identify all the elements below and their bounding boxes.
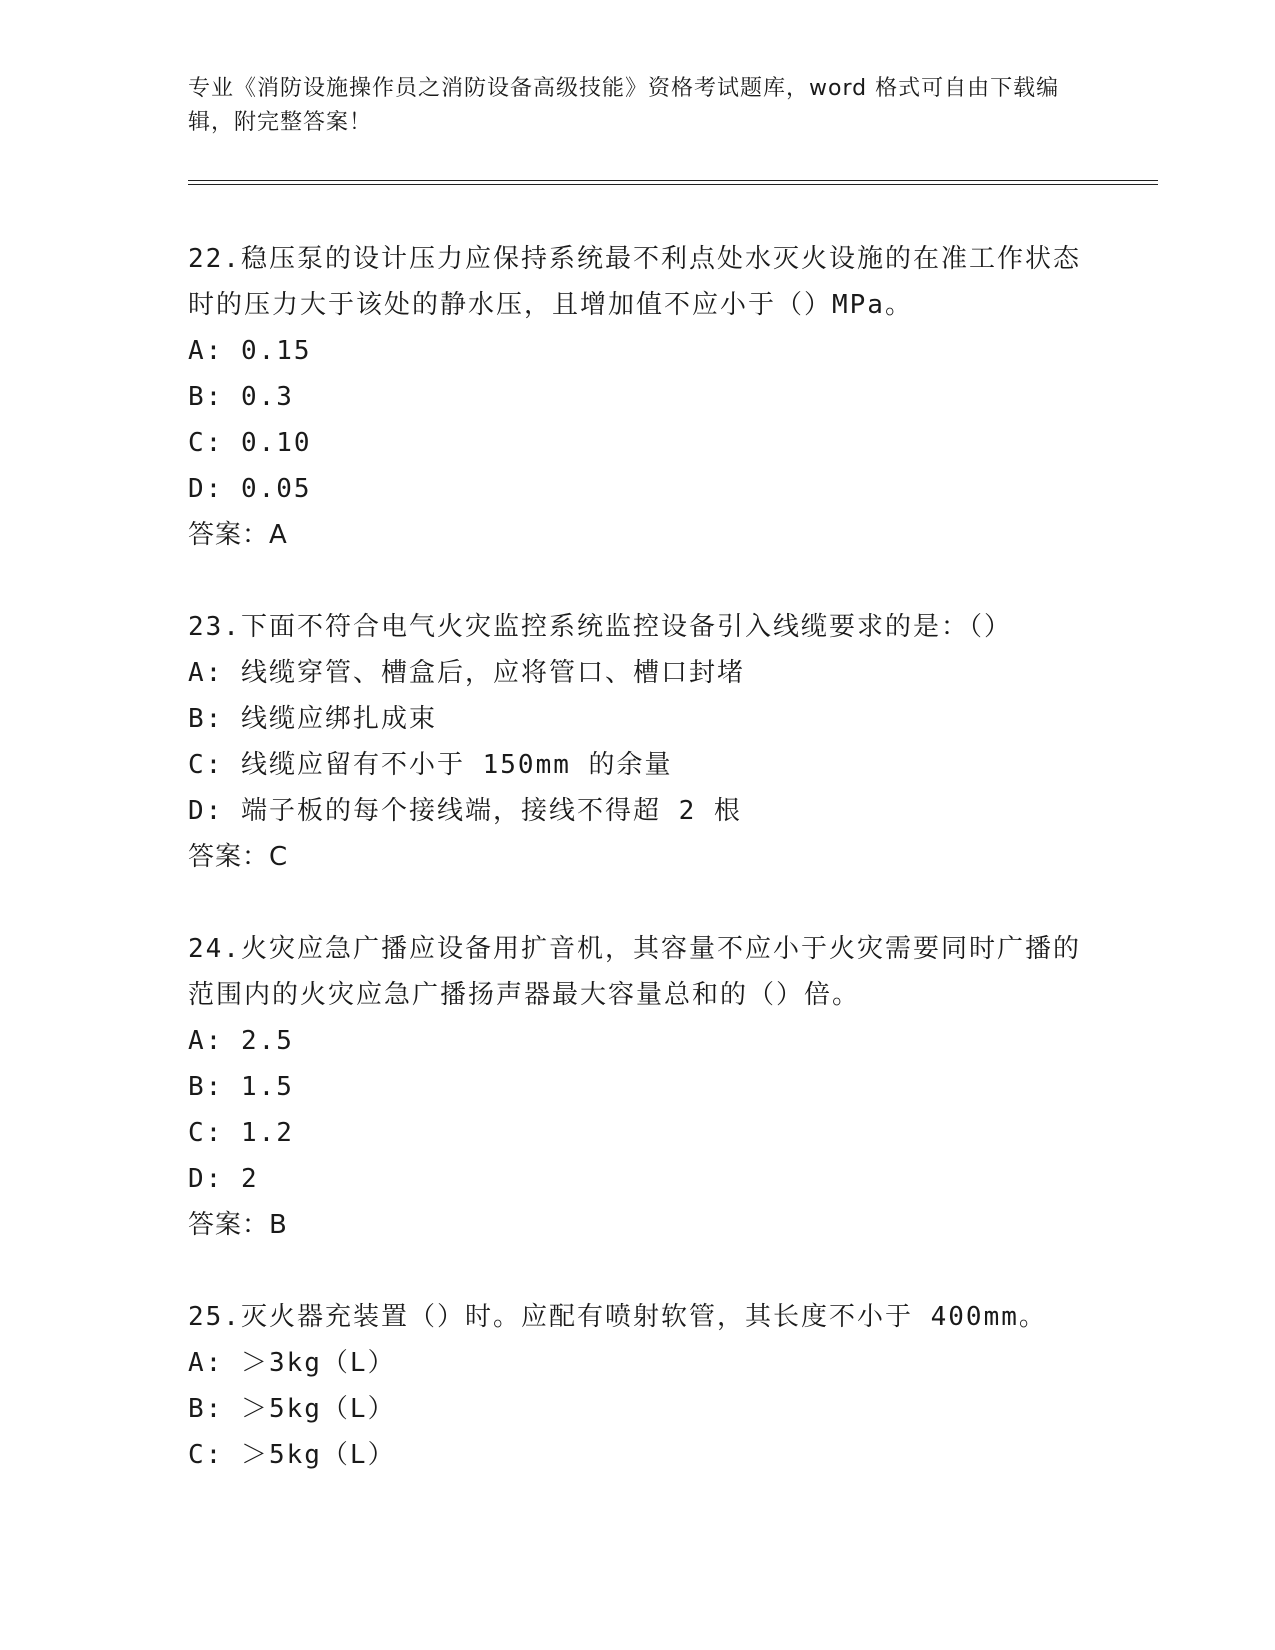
option-d: D: 端子板的每个接线端，接线不得超 2 根 — [188, 796, 742, 826]
option-a: A: 2.5 — [188, 1026, 294, 1056]
option-d: D: 0.05 — [188, 474, 312, 504]
answer-line: 答案：B — [188, 1210, 288, 1240]
question-item — [188, 604, 1088, 880]
option-b: B: 1.5 — [188, 1072, 294, 1102]
option-c: C: 1.2 — [188, 1118, 294, 1148]
option-c: C: ＞5kg（L） — [188, 1440, 396, 1470]
answer-line: 答案：C — [188, 842, 289, 872]
document-header: 专业《消防设施操作员之消防设备高级技能》资格考试题库，word 格式可自由下载编辑，附完整答案！ — [188, 76, 1060, 135]
question-stem: 23.下面不符合电气火灾监控系统监控设备引入线缆要求的是：（） — [188, 612, 1012, 642]
question-stem: 24.火灾应急广播应设备用扩音机，其容量不应小于火灾需要同时广播的范围内的火灾应急广播扬声器最大容量总和的（）倍。 — [188, 934, 1081, 1010]
document-page — [188, 0, 1158, 1650]
question-item — [188, 926, 1088, 1248]
header-divider — [188, 180, 1158, 185]
option-d: D: 2 — [188, 1164, 259, 1194]
option-a: A: 0.15 — [188, 336, 312, 366]
question-stem: 25.灭火器充装置（）时。应配有喷射软管，其长度不小于 400mm。 — [188, 1302, 1047, 1332]
option-b: B: 0.3 — [188, 382, 294, 412]
question-stem: 22.稳压泵的设计压力应保持系统最不利点处水灭火设施的在准工作状态时的压力大于该处的静水压，且增加值不应小于（）MPa。 — [188, 244, 1081, 320]
answer-line: 答案：A — [188, 520, 288, 550]
question-list — [188, 236, 1088, 1524]
question-item — [188, 1294, 1088, 1478]
option-c: C: 0.10 — [188, 428, 312, 458]
option-c: C: 线缆应留有不小于 150mm 的余量 — [188, 750, 673, 780]
option-a: A: 线缆穿管、槽盒后，应将管口、槽口封堵 — [188, 658, 745, 688]
option-b: B: ＞5kg（L） — [188, 1394, 396, 1424]
option-a: A: ＞3kg（L） — [188, 1348, 396, 1378]
option-b: B: 线缆应绑扎成束 — [188, 704, 437, 734]
question-item — [188, 236, 1088, 558]
